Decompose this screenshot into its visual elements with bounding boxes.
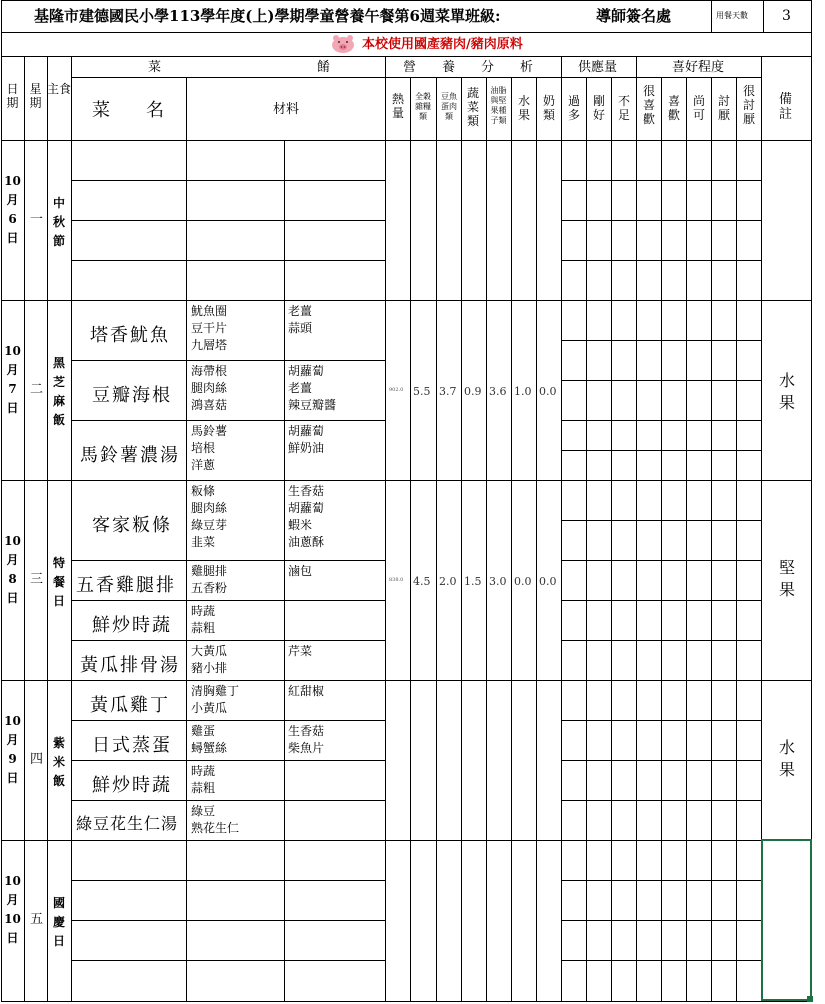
menu-table-frame: [1, 0, 812, 1002]
protein-value: 2.0: [439, 575, 457, 588]
ingredient-list: 大黃瓜 豬小排: [191, 644, 228, 675]
love-header: 很喜歡: [642, 84, 655, 126]
day5-weekday: 五: [30, 912, 44, 927]
day3-date: 10月8日: [4, 534, 21, 605]
day2-remark: 水果: [778, 371, 795, 412]
supply-group-header: 供應量: [578, 60, 618, 75]
teacher-sign-label: 導師簽名處: [596, 7, 672, 25]
menu-group-header: 菜 餚: [148, 60, 331, 75]
dish-name: 日式蒸蛋: [92, 735, 172, 756]
not-enough-header: 不足: [617, 94, 630, 122]
pig-icon: [330, 34, 356, 54]
grains-value: 5.5: [413, 385, 431, 398]
ingredient-list: 滷包: [288, 564, 313, 578]
grains-value: 4.5: [413, 575, 431, 588]
ingredient-list: 胡蘿蔔 老薑 辣豆瓣醬: [288, 364, 337, 412]
day3-remark: 堅果: [778, 558, 795, 599]
col-weekday-header: 星期: [29, 82, 42, 110]
ingredient-list: 紅甜椒: [288, 684, 325, 698]
selected-cell[interactable]: [761, 839, 812, 1001]
protein-value: 3.7: [439, 385, 457, 398]
too-much-header: 過多: [567, 94, 580, 122]
grains-header: 全穀雜糧類: [415, 92, 431, 121]
ingredient-list: 生香菇 胡蘿蔔 蝦米 油蔥酥: [288, 484, 325, 549]
dairy-value: 0.0: [539, 575, 557, 588]
day2-date: 10月7日: [4, 344, 21, 415]
dislike-header: 討厭: [717, 94, 730, 122]
vegetables-value: 0.9: [464, 385, 482, 398]
hate-header: 很討厭: [742, 84, 755, 126]
ingredient-list: 雞腿排 五香粉: [191, 564, 228, 595]
ingredient-list: 時蔬 蒜粗: [191, 604, 216, 635]
oils-value: 3.0: [489, 575, 507, 588]
dish-name: 黃瓜排骨湯: [80, 655, 180, 676]
protein-header: 豆魚蛋肉類: [441, 92, 457, 121]
day4-date: 10月9日: [4, 714, 21, 785]
day5-date: 10月10日: [4, 874, 21, 945]
ok-header: 尚可: [692, 94, 705, 122]
fruit-header: 水果: [517, 94, 530, 122]
day3-staple: 特餐日: [52, 556, 65, 608]
dish-name: 黃瓜雞丁: [90, 695, 170, 716]
col-staple-header: 主食: [47, 82, 72, 96]
ingredient-list: 魷魚圈 豆干片 九層塔: [191, 304, 228, 352]
calories-value: 838.0: [389, 577, 404, 583]
dish-name: 馬鈴薯濃湯: [80, 445, 180, 466]
day2-staple: 黑芝麻飯: [52, 356, 65, 427]
fruit-value: 1.0: [514, 385, 532, 398]
page-title: 基隆市建德國民小學113學年度(上)學期學童營養午餐第6週菜單班級:: [34, 7, 501, 25]
just-right-header: 剛好: [592, 94, 605, 122]
dish-name: 綠豆花生仁湯: [76, 814, 179, 833]
day1-staple: 中秋節: [52, 196, 65, 248]
day4-remark: 水果: [778, 738, 795, 779]
ingredient-list: 生香菇 柴魚片: [288, 724, 325, 755]
dish-name: 客家粄條: [92, 515, 172, 536]
fruit-value: 0.0: [514, 575, 532, 588]
day5-staple: 國慶日: [52, 896, 65, 948]
calories-value: 902.0: [389, 387, 404, 393]
dish-name-header: 菜 名: [92, 100, 164, 121]
ingredient-list: 老薑 蒜頭: [288, 304, 313, 335]
ingredient-list: 時蔬 蒜粗: [191, 764, 216, 795]
remarks-header: 備註: [779, 92, 793, 122]
dish-name: 豆瓣海根: [92, 385, 172, 406]
ingredient-list: 粄條 腿肉絲 綠豆芽 韭菜: [191, 484, 228, 549]
dairy-header: 奶類: [542, 94, 555, 122]
meal-days-value[interactable]: 3: [782, 8, 791, 24]
fill-handle[interactable]: [807, 996, 813, 1002]
like-header: 喜歡: [667, 94, 680, 122]
oils-value: 3.6: [489, 385, 507, 398]
meal-days-label: 用餐天數: [716, 11, 748, 20]
day2-weekday: 二: [30, 382, 44, 397]
nutrition-group-header: 營 養 分 析: [403, 60, 534, 75]
day1-date: 10月6日: [4, 174, 21, 245]
ingredient-list: 胡蘿蔔 鮮奶油: [288, 424, 325, 455]
day4-weekday: 四: [30, 752, 44, 767]
preference-group-header: 喜好程度: [672, 60, 725, 75]
col-date-header: 日期: [6, 82, 19, 110]
ingredient-list: 芹菜: [288, 644, 313, 658]
calories-header: 熱量: [391, 92, 404, 120]
dish-name: 五香雞腿排: [76, 575, 176, 596]
ingredient-list: 雞蛋 蟳蟹絲: [191, 724, 228, 755]
day1-weekday: 一: [30, 212, 44, 227]
dish-name: 鮮炒時蔬: [92, 775, 172, 796]
ingredient-list: 馬鈴薯 培根 洋蔥: [191, 424, 228, 472]
ingredient-list: 海帶根 腿肉絲 鴻喜菇: [191, 364, 228, 412]
ingredient-list: 綠豆 熟花生仁: [191, 804, 240, 835]
day4-staple: 紫米飯: [52, 736, 65, 788]
dish-name: 鮮炒時蔬: [92, 615, 172, 636]
pork-notice: 本校使用國產豬肉/豬肉原料: [362, 37, 523, 52]
vegetables-value: 1.5: [464, 575, 482, 588]
day3-weekday: 三: [30, 572, 44, 587]
vegetables-header: 蔬菜類: [466, 86, 479, 128]
ingredients-header: 材料: [273, 102, 300, 117]
dish-name: 塔香魷魚: [90, 325, 170, 346]
dairy-value: 0.0: [539, 385, 557, 398]
ingredient-list: 清胸雞丁 小黃瓜: [191, 684, 240, 715]
oils-header: 油脂與堅果種子類: [490, 86, 507, 125]
